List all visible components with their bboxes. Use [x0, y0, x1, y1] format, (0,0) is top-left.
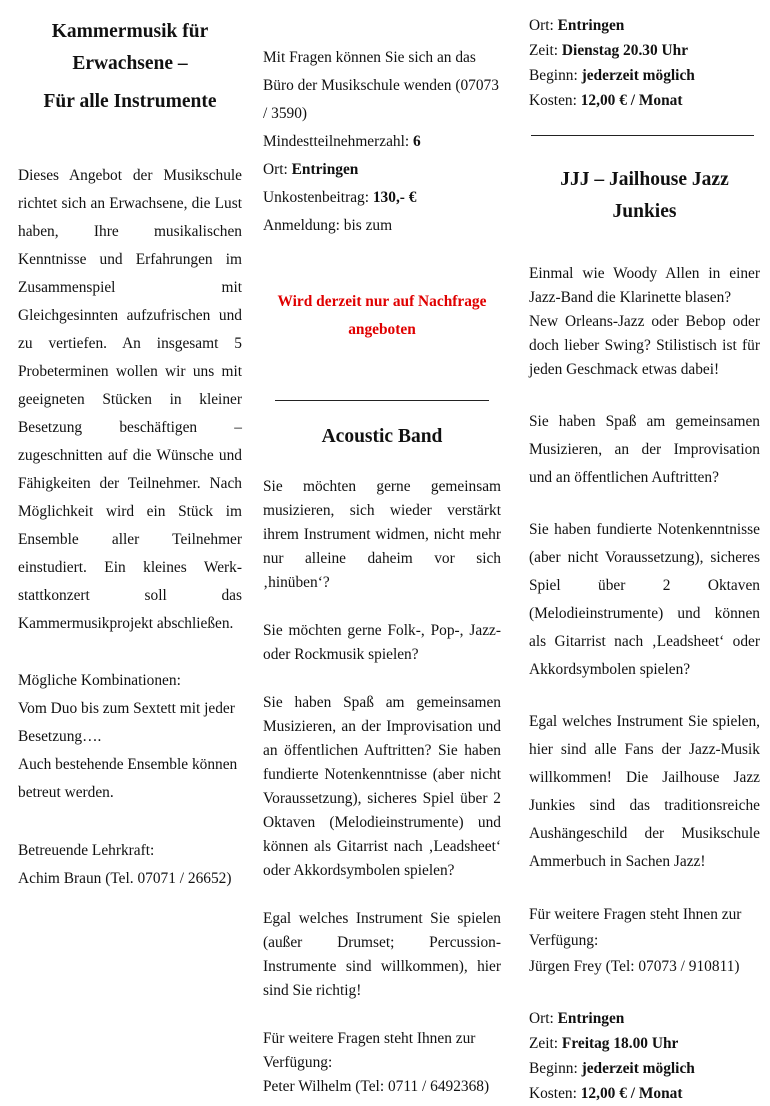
signup: Anmeldung: bis zum	[263, 217, 393, 234]
jjj-paragraph-3: Sie haben fundierte Notenkenntnisse (aber nicht Voraussetzung), sicheres Spiel über 2 Oktaven (Melodieinstrumente) und können als Gitarrist nach ‚Leadsheet‘ oder Akkordsymbolen spielen?	[529, 521, 760, 678]
questions-text: Mit Fragen können Sie sich an das Büro der Musikschule wenden (07073 / 3590)	[263, 49, 499, 122]
schedule-start-label: Beginn:	[529, 67, 582, 84]
combinations-text: Vom Duo bis zum Sextett mit jeder Besetzung….	[18, 700, 235, 745]
jjj-start	[529, 1056, 760, 1081]
jjj-paragraph-2: Sie haben Spaß am gemeinsamen Musizieren, an der Improvisation und an öffentlichen Auftritten?	[529, 413, 760, 486]
schedule-cost-label: Kosten:	[529, 92, 581, 109]
jjj-time-value: Freitag 18.00 Uhr	[561, 1035, 679, 1052]
jjj-location-value: Entringen	[557, 1010, 625, 1027]
location-label: Ort:	[263, 161, 292, 178]
jjj-paragraph-4: Egal welches Instrument Sie spielen, hier sind alle Fans der Jazz-Musik willkommen! Die Jailhouse Jazz Junkies sind das traditionsreiche Aushängeschild der Musikschule Ammerbuch in Sachen Jazz!	[529, 713, 760, 870]
divider	[275, 400, 489, 401]
schedule-location-value: Entringen	[557, 17, 625, 34]
availability-notice: Wird derzeit nur auf Nachfrage angeboten	[277, 293, 487, 338]
jjj-time	[529, 1031, 760, 1056]
section-title-jjj: JJJ – Jailhouse Jazz Junkies	[560, 169, 729, 222]
acoustic-band-paragraph-1: Sie möchten gerne gemeinsam musizieren, sich wieder verstärkt ihrem Instrument widmen, nicht mehr nur alleine daheim vor sich ‚hinüben‘?	[263, 478, 501, 591]
schedule-start-value: jederzeit möglich	[581, 67, 695, 84]
acoustic-band-paragraph-4: Egal welches Instrument Sie spielen (außer Drumset; Percussion-Instrumente sind willkommen), hier sind Sie richtig!	[263, 910, 501, 999]
title-line-1: Kammermusik für Erwachsene –	[51, 21, 209, 74]
min-participants	[263, 128, 501, 156]
combinations-label: Mögliche Kombinationen:	[18, 672, 181, 689]
jjj-cost	[529, 1081, 760, 1106]
section-title-kammermusik	[18, 16, 242, 118]
combinations-text-2: Auch bestehende Ensemble können betreut werden.	[18, 756, 238, 801]
jjj-start-value: jederzeit möglich	[581, 1060, 695, 1077]
jjj-contact-name: Jürgen Frey (Tel: 07073 / 910811)	[529, 958, 740, 975]
jjj-location-label: Ort:	[529, 1010, 558, 1027]
jjj-cost-label: Kosten:	[529, 1085, 581, 1102]
title-line-2: Für alle Instrumente	[43, 91, 217, 112]
schedule-location	[529, 13, 760, 38]
schedule-time	[529, 38, 760, 63]
jjj-schedule	[529, 1006, 760, 1106]
teacher-name: Achim Braun (Tel. 07071 / 26652)	[18, 870, 232, 887]
jjj-time-label: Zeit:	[529, 1035, 562, 1052]
jjj-cost-value: 12,00 € / Monat	[580, 1085, 683, 1102]
kammermusik-intro: Dieses Angebot der Musikschule richtet sich an Erwachsene, die Lust haben, Ihre musikalischen Kenntnisse und Erfahrungen im Zusammenspiel mit Gleichgesinnten aufzufrischen und zu vertiefen. An insgesamt 5 Probeterminen wollen wir uns mit geeigneten Stücken in kleiner Besetzung beschäftigen – zugeschnitten auf die Wünsche und Fähigkeiten der Teilnehmer. Nach Möglichkeit wird ein Stück im Ensemble aller Teilnehmer einstudiert. Ein kleines Werk-stattkonzert soll das Kammermusikprojekt abschließen.	[18, 167, 242, 632]
acoustic-band-paragraph-3: Sie haben Spaß am gemeinsamen Musizieren, an der Improvisation und an öffentlichen Auftritten? Sie haben fundierte Notenkenntnisse (aber nicht Voraussetzung), sicheres Spiel über 2 Oktaven (Melodieinstrumente) und können als Gitarrist nach ‚Leadsheet‘ oder Akkordsymbolen spielen?	[263, 694, 501, 879]
column-acoustic-band	[263, 0, 501, 1099]
divider	[531, 135, 754, 136]
acoustic-band-schedule	[529, 13, 760, 113]
schedule-time-label: Zeit:	[529, 42, 562, 59]
min-value: 6	[413, 133, 421, 150]
cost-value: 130,- €	[372, 189, 417, 206]
acoustic-band-contact-label: Für weitere Fragen steht Ihnen zur Verfügung:	[263, 1030, 476, 1071]
section-title-acoustic-band: Acoustic Band	[321, 426, 443, 447]
cost-label: Unkostenbeitrag:	[263, 189, 373, 206]
jjj-start-label: Beginn:	[529, 1060, 582, 1077]
location	[263, 156, 501, 184]
column-kammermusik	[18, 0, 242, 893]
jjj-contact-label: Für weitere Fragen steht Ihnen zur Verfügung:	[529, 906, 742, 949]
acoustic-band-contact-name: Peter Wilhelm (Tel: 0711 / 6492368)	[263, 1078, 490, 1095]
jjj-location	[529, 1006, 760, 1031]
schedule-time-value: Dienstag 20.30 Uhr	[561, 42, 689, 59]
jjj-paragraph-1b: New Orleans-Jazz oder Bebop oder doch lieber Swing? Stilistisch ist für jeden Geschmack etwas dabei!	[529, 313, 760, 378]
jjj-paragraph-1: Einmal wie Woody Allen in einer Jazz-Band die Klarinette blasen?	[529, 265, 760, 306]
min-label: Mindestteilnehmerzahl:	[263, 133, 414, 150]
teacher-label: Betreuende Lehrkraft:	[18, 842, 155, 859]
schedule-cost-value: 12,00 € / Monat	[580, 92, 683, 109]
cost	[263, 184, 501, 212]
schedule-cost	[529, 88, 760, 113]
column-jjj	[529, 0, 760, 1106]
acoustic-band-paragraph-2: Sie möchten gerne Folk-, Pop-, Jazz- oder Rockmusik spielen?	[263, 622, 501, 663]
schedule-location-label: Ort:	[529, 17, 558, 34]
schedule-start	[529, 63, 760, 88]
location-value: Entringen	[291, 161, 359, 178]
